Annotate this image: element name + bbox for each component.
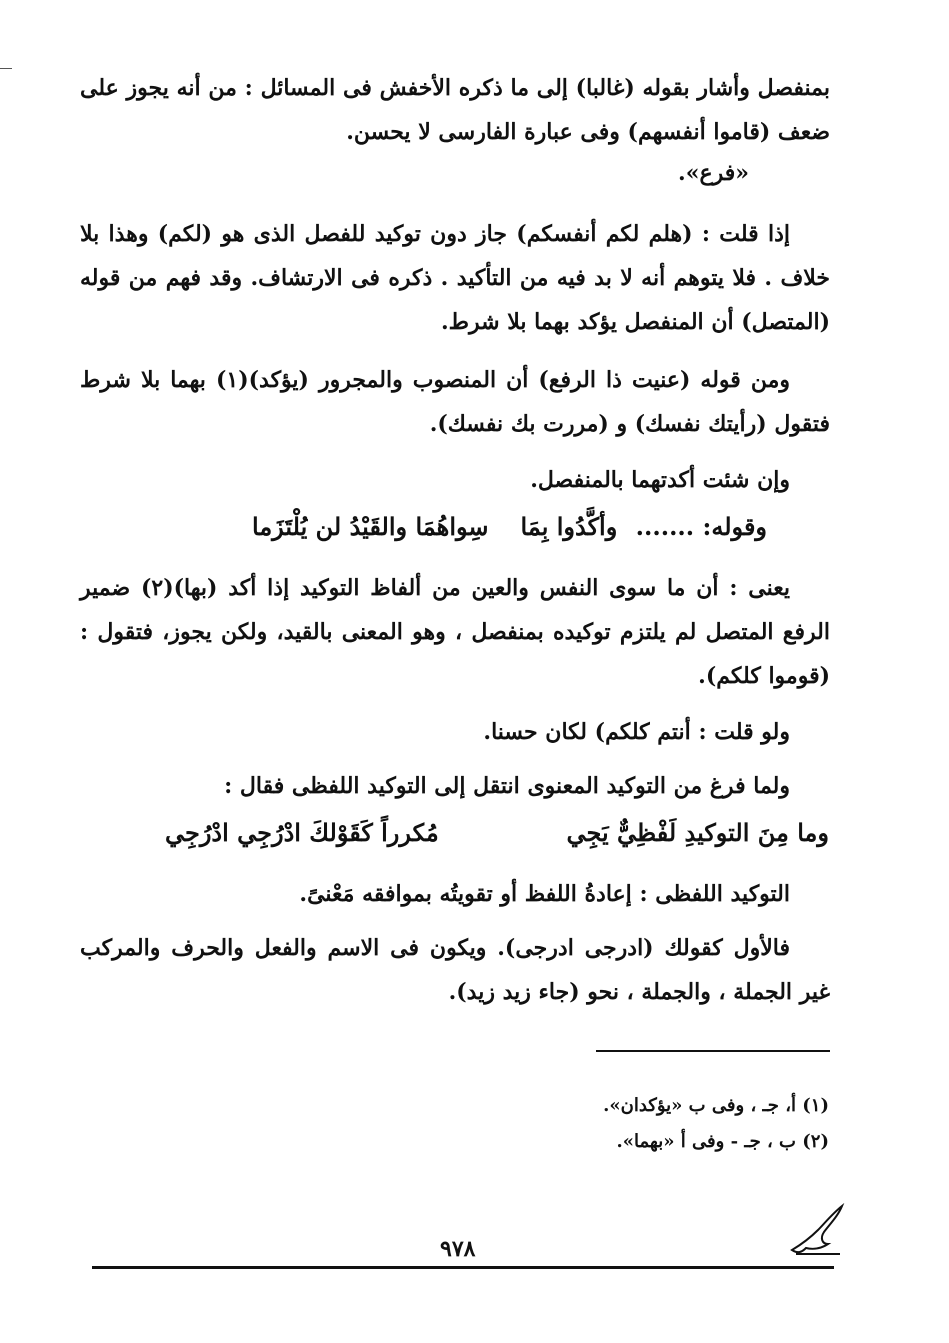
paragraph-3: ومن قوله (عنيت ذا الرفع) أن المنصوب والمجرور (يؤكد)(١) بهما بلا شرط فتقول (رأيتك نفسك) و (مررت بك نفسك). bbox=[80, 367, 830, 437]
paragraph-7-block bbox=[80, 764, 830, 808]
paragraph-5-block bbox=[80, 566, 830, 698]
footnotes bbox=[603, 1088, 829, 1160]
paragraph-6: ولو قلت : أنتم كلكم) لكان حسنا. bbox=[483, 719, 790, 745]
verse-1-hemistich-1: وأكَّدُوا بِمَا bbox=[520, 512, 618, 541]
paragraph-1: بمنفصل وأشار بقوله (غالبا) إلى ما ذكره الأخفش فى المسائل : من أنه يجوز على ضعف (قاموا أنفسهم) وفى عبارة الفارسى لا يحسن. bbox=[80, 75, 830, 145]
paragraph-4-block bbox=[80, 458, 830, 502]
handwritten-signature-icon bbox=[788, 1200, 848, 1260]
paragraph-9: فالأول كقولك (ادرجى ادرجى). ويكون فى الاسم والفعل والحرف والمركب غير الجملة ، والجملة ، نحو (جاء زيد زيد). bbox=[80, 935, 830, 1005]
verse-2-second-half bbox=[165, 818, 439, 847]
footnote-1: (١) أ، جـ ، وفى ب «يؤكدان». bbox=[603, 1095, 829, 1116]
scan-margin-mark bbox=[0, 68, 12, 69]
verse-1-second-half bbox=[252, 512, 489, 541]
paragraph-1-block bbox=[80, 66, 830, 154]
paragraph-8: التوكيد اللفظى : إعادةُ اللفظ أو تقويتُه بموافقه مَعْنىً. bbox=[299, 881, 790, 907]
paragraph-7: ولما فرغ من التوكيد المعنوى انتقل إلى التوكيد اللفظى فقال : bbox=[224, 773, 790, 799]
paragraph-2-block bbox=[80, 212, 830, 344]
paragraph-6-block bbox=[80, 710, 830, 754]
page-bottom-rule bbox=[92, 1266, 834, 1269]
paragraph-8-block bbox=[80, 872, 830, 916]
section-heading-far: «فرع». bbox=[678, 160, 749, 186]
paragraph-2: إذا قلت : (هلم لكم أنفسكم) جاز دون توكيد للفصل الذى هو (لكم) وهذا بلا خلاف . فلا يتوهم أنه لا بد فيه من التأكيد . ذكره فى الارتشاف. وقد فهم من قوله (المتصل) أن المنفصل يؤكد بهما بلا شرط. bbox=[80, 221, 830, 335]
verse-2-hemistich-1: وما مِنَ التوكيدِ لَفْظِيٌّ يَجِي bbox=[566, 818, 829, 847]
verse-2-hemistich-2: مُكرراً كَقَوْلكَ ادْرُجِي ادْرُجِي bbox=[165, 818, 439, 847]
verse-1-label: وقوله: ....... bbox=[635, 512, 767, 541]
verse-2-first-half bbox=[566, 818, 829, 847]
paragraph-3-block bbox=[80, 358, 830, 446]
paragraph-4: وإن شئت أكدتهما بالمنفصل. bbox=[530, 467, 790, 493]
verse-1-first-half bbox=[521, 512, 767, 541]
paragraph-9-block bbox=[80, 926, 830, 1014]
footnote-divider bbox=[596, 1050, 830, 1052]
page-number: ٩٧٨ bbox=[440, 1236, 476, 1262]
verse-1-hemistich-2: سِواهُمَا والقَيْدُ لن يُلْتَزَما bbox=[252, 512, 489, 541]
paragraph-5: يعنى : أن ما سوى النفس والعين من ألفاظ التوكيد إذا أكد (بها)(٢) ضمير الرفع المتصل لم يلتزم توكيده بمنفصل ، وهو المعنى بالقيد، ولكن يجوز، فتقول : (قوموا كلكم). bbox=[80, 575, 830, 689]
footnote-2: (٢) ب ، جـ - وفى أ «بهما». bbox=[616, 1131, 829, 1152]
